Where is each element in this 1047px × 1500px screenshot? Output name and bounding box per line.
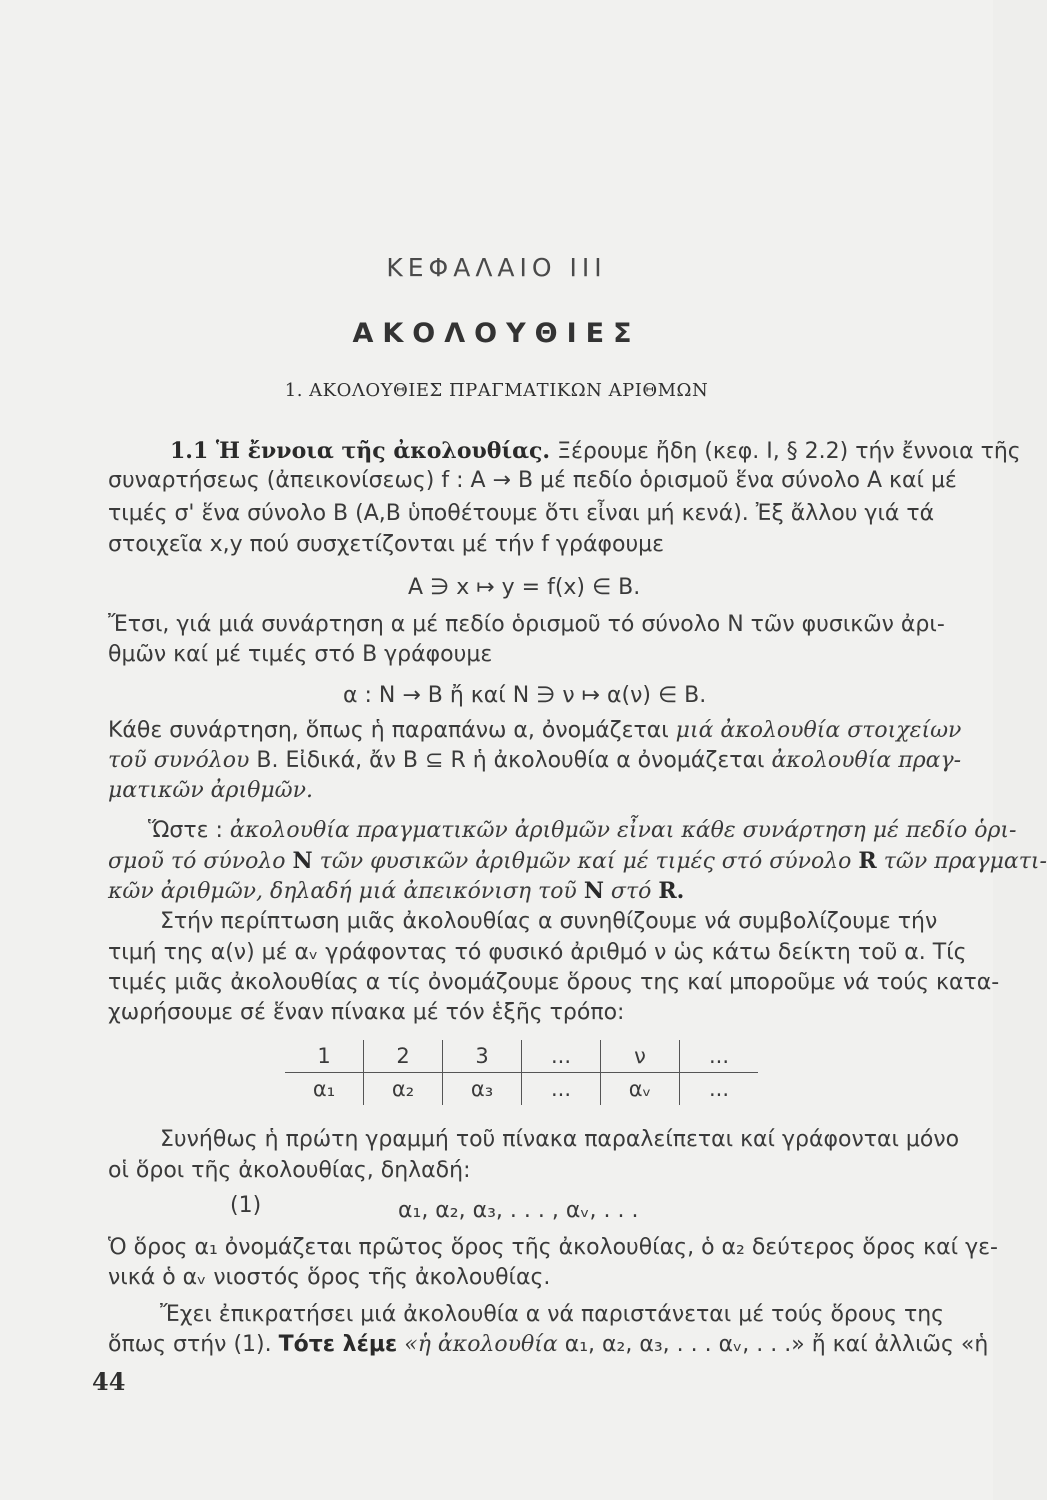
table-cell: ... — [708, 1077, 730, 1101]
table-cell: 3 — [443, 1040, 522, 1073]
paragraph-line: νικά ὁ αᵥ νιοστός ὅρος τῆς ἀκολουθίας. — [108, 1265, 551, 1290]
chapter-heading: ΚΕΦΑΛΑΙΟ ΙΙΙ — [386, 253, 607, 282]
italic-term: ματικῶν ἀριθμῶν. — [108, 778, 313, 803]
definition-text: τῶν φυσικῶν ἀριθμῶν καί μέ τιμές στό σύνολο — [319, 849, 852, 874]
text-run: ὅπως στήν (1). — [108, 1332, 272, 1357]
paragraph-line — [108, 716, 961, 746]
table-cell: α₂ — [364, 1073, 443, 1106]
bold-symbol: N — [583, 878, 604, 904]
paragraph-line: Ἔτσι, γιά μιά συνάρτηση α μέ πεδίο ὁρισμοῦ τό σύνολο N τῶν φυσικῶν ἀρι- — [108, 612, 945, 637]
bold-symbol: R — [858, 848, 877, 874]
table-cell: α₃ — [443, 1073, 522, 1106]
page-number: 44 — [92, 1367, 126, 1396]
definition-text: ἀκολουθία πραγματικῶν ἀριθμῶν εἶναι κάθε συνάρτηση μέ πεδίο ὁρι- — [229, 818, 1017, 843]
definition-text: στό — [610, 879, 652, 904]
table-cell: α₁ — [285, 1073, 364, 1106]
table-cell: ... — [680, 1040, 759, 1073]
paragraph-line: οἱ ὅροι τῆς ἀκολουθίας, δηλαδή: — [108, 1158, 471, 1183]
paragraph-line — [170, 436, 1021, 467]
table-cell: 1 — [285, 1040, 364, 1073]
paragraph-line: Στήν περίπτωση μιᾶς ἀκολουθίας α συνηθίζουμε νά συμβολίζουμε τήν — [160, 909, 938, 934]
table-cell: ... — [522, 1040, 601, 1073]
bold-symbol: N — [292, 848, 313, 874]
paragraph-line: συναρτήσεως (ἀπεικονίσεως) f : A → B μέ πεδίο ὁρισμοῦ ἕνα σύνολο A καί μέ — [108, 468, 957, 493]
paragraph-line — [108, 846, 1047, 877]
chapter-title: ΑΚΟΛΟΥΘΙΕΣ — [352, 318, 641, 349]
paragraph-line — [108, 1330, 988, 1360]
table-row — [285, 1040, 758, 1073]
text-run: Τότε λέμε — [278, 1332, 398, 1357]
italic-term: «ἡ ἀκολουθία — [404, 1332, 558, 1357]
paragraph-line: τιμή της α(ν) μέ αᵥ γράφοντας τό φυσικό ἀριθμό ν ὡς κάτω δείκτη τοῦ α. Τίς — [108, 940, 967, 965]
italic-term: μιά ἀκολουθία στοιχείων — [675, 718, 962, 743]
paragraph-line — [108, 746, 961, 776]
paragraph-line: Συνήθως ἡ πρώτη γραμμή τοῦ πίνακα παραλείπεται καί γράφονται μόνο — [160, 1127, 960, 1152]
paragraph-line: Ἔχει ἐπικρατήσει μιά ἀκολουθία α νά παριστάνεται μέ τούς ὅρους της — [160, 1302, 945, 1327]
text-run: α₁, α₂, α₃, . . . αᵥ, . . .» ἤ καί ἀλλιῶς «ἡ — [564, 1332, 989, 1357]
definition-text: κῶν ἀριθμῶν, δηλαδή μιά ἀπεικόνιση τοῦ — [108, 879, 577, 904]
paragraph-line — [108, 776, 313, 806]
paragraph-line: τιμές μιᾶς ἀκολουθίας α τίς ὀνομάζουμε ὅρους της καί μποροῦμε νά τούς κατα- — [108, 970, 1000, 995]
sequence-table — [285, 1040, 758, 1105]
bold-symbol: R. — [658, 878, 685, 904]
definition-text: τῶν πραγματι- — [883, 849, 1047, 874]
text-run: B. Εἰδικά, ἄν B ⊆ R ἡ ἀκολουθία α ὀνομάζεται — [256, 748, 765, 773]
definition-text: σμοῦ τό σύνολο — [108, 849, 286, 874]
text-run: Κάθε συνάρτηση, ὅπως ἡ παραπάνω α, ὀνομάζεται — [108, 718, 669, 743]
table-cell: αᵥ — [601, 1073, 680, 1106]
equation: A ∋ x ↦ y = f(x) ∈ B. — [408, 575, 641, 600]
italic-term: τοῦ συνόλου — [108, 748, 250, 773]
text-run: Ξέρουμε ἤδη (κεφ. Ι, § 2.2) τήν ἔννοια τῆς — [557, 439, 1021, 464]
table-cell: ... — [522, 1073, 601, 1106]
table-cell: ν — [601, 1040, 680, 1073]
section-heading: 1. ΑΚΟΛΟΥΘΙΕΣ ΠΡΑΓΜΑΤΙΚΩΝ ΑΡΙΘΜΩΝ — [284, 380, 709, 401]
table-cell: 2 — [364, 1040, 443, 1073]
equation-label: (1) — [230, 1193, 262, 1218]
italic-term: ἀκολουθία πραγ- — [771, 748, 962, 773]
paragraph-line: χωρήσουμε σέ ἕναν πίνακα μέ τόν ἑξῆς τρόπο: — [108, 1000, 625, 1025]
paragraph-line: τιμές σ' ἕνα σύνολο B (A,B ὑποθέτουμε ὅτι εἶναι μή κενά). Ἐξ ἄλλου γιά τά — [108, 501, 935, 526]
paragraph-line: Ὁ ὅρος α₁ ὀνομάζεται πρῶτος ὅρος τῆς ἀκολουθίας, ὁ α₂ δεύτερος ὅρος καί γε- — [108, 1235, 998, 1260]
paragraph-line: θμῶν καί μέ τιμές στό B γράφουμε — [108, 642, 493, 667]
text-run: Ὥστε : — [148, 818, 223, 843]
subsection-heading: 1.1 Ἡ ἔννοια τῆς ἀκολουθίας. — [170, 438, 551, 464]
table-row — [285, 1073, 758, 1106]
paragraph-line — [108, 876, 684, 907]
equation: α : N → B ἤ καί N ∋ ν ↦ α(ν) ∈ B. — [343, 683, 707, 708]
paragraph-line — [148, 816, 1016, 846]
equation: α₁, α₂, α₃, . . . , αᵥ, . . . — [398, 1198, 639, 1223]
paragraph-line: στοιχεῖα x,y πού συσχετίζονται μέ τήν f γράφουμε — [108, 532, 665, 557]
